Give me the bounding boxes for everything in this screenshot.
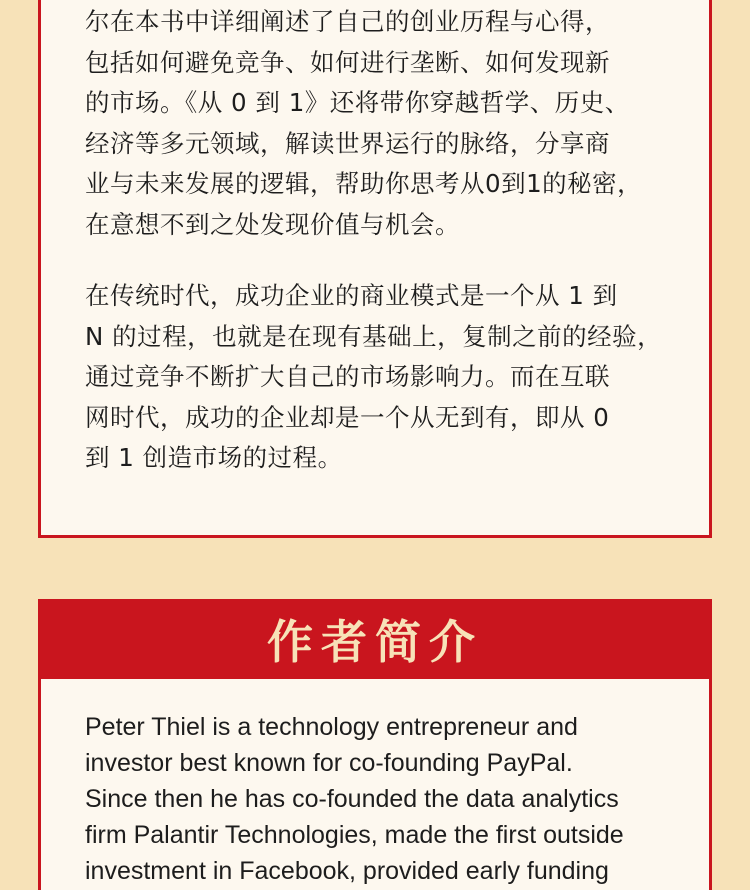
intro-paragraph-2: 在传统时代，成功企业的商业模式是一个从 1 到 N 的过程，也就是在现有基础上，复制之前的经验， 通过竞争不断扩大自己的市场影响力。而在互联 网时代，成功的企业却是一个从无到有，即从 0 到 1 创造市场的过程。 — [85, 281, 663, 472]
author-bio-text: Peter Thiel is a technology entrepreneur and investor best known for co-founding PayPal. Since then he has co-founded the data analytics firm Palantir Technologies, made the first outside investment in Facebook, provided early funding — [85, 713, 624, 885]
intro-paragraph-1: 尔在本书中详细阐述了自己的创业历程与心得， 包括如何避免竞争、如何进行垄断、如何发现新 的市场。《从 0 到 1》还将带你穿越哲学、历史、 经济等多元领域，解读世界运行的脉络，分享商 业与未来发展的逻辑，帮助你思考从0到1的秘密， 在意想不到之处发现价值与机会。 — [85, 7, 643, 239]
author-section-title: 作者简介 — [267, 615, 483, 669]
author-section-header — [38, 599, 712, 679]
author-bio-panel — [38, 679, 712, 890]
intro-panel — [38, 0, 712, 538]
